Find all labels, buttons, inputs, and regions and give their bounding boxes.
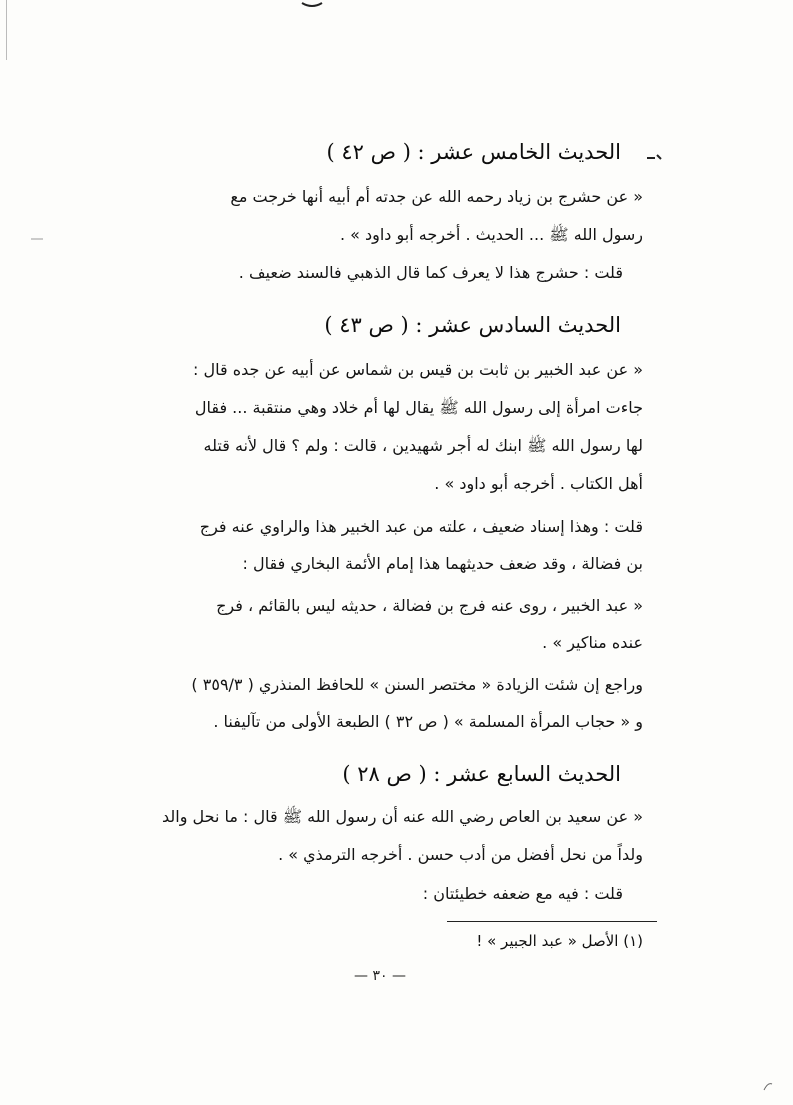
heading-dash-mark [646, 150, 662, 162]
hadith-15-comment: قلت : حشرج هذا لا يعرف كما قال الذهبي فالسند ضعيف . [238, 263, 623, 282]
hadith-15-heading: الحديث الخامس عشر : ( ص ٤٢ ) [326, 140, 621, 164]
hadith-16-comment-1: قلت : وهذا إسناد ضعيف ، علته من عبد الخبير هذا والراوي عنه فرج [199, 517, 643, 536]
footnote-separator [447, 921, 657, 922]
top-ink-mark [300, 0, 324, 10]
hadith-16-reference-1: وراجع إن شئت الزيادة « مختصر السنن » للحافظ المنذري ( ٣٥٩/٣ ) [191, 675, 643, 694]
margin-ink-mark [30, 236, 44, 242]
hadith-17-comment: قلت : فيه مع ضعفه خطيئتان : [422, 884, 623, 903]
hadith-16-comment-2: بن فضالة ، وقد ضعف حديثهما هذا إمام الأئمة البخاري فقال : [242, 554, 643, 573]
hadith-16-line-2: جاءت امرأة إلى رسول الله ﷺ يقال لها أم خلاد وهي منتقبة ... فقال [194, 398, 643, 417]
hadith-16-reference-2: و « حجاب المرأة المسلمة » ( ص ٣٢ ) الطبعة الأولى من تآليفنا . [213, 712, 643, 731]
hadith-15-line-2: رسول الله ﷺ ... الحديث . أخرجه أبو داود » . [339, 225, 643, 244]
hadith-16-line-3: لها رسول الله ﷺ ابنك له أجر شهيدين ، قالت : ولم ؟ قال لأنه قتله [203, 436, 643, 455]
hadith-17-line-2: ولداً من نحل أفضل من أدب حسن . أخرجه الترمذي » . [278, 845, 643, 864]
hadith-16-line-4: أهل الكتاب . أخرجه أبو داود » . [434, 474, 643, 493]
hadith-16-quote-1: « عبد الخبير ، روى عنه فرج بن فضالة ، حديثه ليس بالقائم ، فرج [216, 596, 643, 615]
footnote: (١) الأصل « عبد الجبير » ! [476, 932, 643, 950]
hadith-16-heading: الحديث السادس عشر : ( ص ٤٣ ) [324, 313, 621, 337]
hadith-16-line-1: « عن عبد الخبير بن ثابت بن قيس بن شماس عن أبيه عن جده قال : [192, 360, 643, 379]
scan-edge-line [6, 0, 7, 60]
page-number: — ٣٠ — [354, 968, 406, 984]
hadith-16-quote-2: عنده مناكير » . [542, 633, 643, 652]
hadith-17-line-1: « عن سعيد بن العاص رضي الله عنه أن رسول الله ﷺ قال : ما نحل والد [162, 807, 643, 826]
hadith-17-heading: الحديث السابع عشر : ( ص ٢٨ ) [342, 762, 621, 786]
hadith-15-line-1: « عن حشرج بن زياد رحمه الله عن جدته أم أبيه أنها خرجت مع [230, 187, 643, 206]
corner-ink-mark [762, 1080, 774, 1092]
